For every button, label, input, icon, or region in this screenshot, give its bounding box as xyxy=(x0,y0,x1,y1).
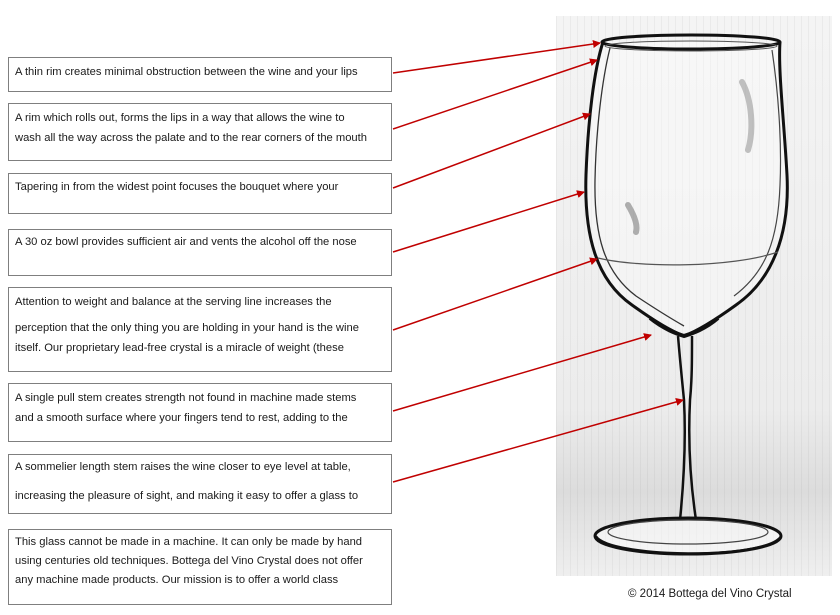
callout-text: itself. Our proprietary lead-free crystal is a miracle of weight (these xyxy=(15,342,344,354)
callout-pull-stem xyxy=(8,383,392,442)
callout-text: using centuries old techniques. Bottega del Vino Crystal does not offer xyxy=(15,555,363,567)
callout-text: This glass cannot be made in a machine. It can only be made by hand xyxy=(15,536,363,548)
callout-bowl xyxy=(8,229,392,276)
callout-rolled-rim xyxy=(8,103,392,161)
callout-balance xyxy=(8,287,392,372)
callout-tapering xyxy=(8,173,392,214)
callout-text: any machine made products. Our mission is to offer a world class xyxy=(15,574,339,586)
callout-text: Attention to weight and balance at the serving line increases the xyxy=(15,296,332,308)
callout-text: A thin rim creates minimal obstruction between the wine and your lips xyxy=(15,66,358,78)
callout-text: and a smooth surface where your fingers tend to rest, adding to the xyxy=(15,412,348,424)
callout-text: Tapering in from the widest point focuses the bouquet where your xyxy=(15,181,339,193)
callout-handmade xyxy=(8,529,392,605)
callout-text: perception that the only thing you are holding in your hand is the wine xyxy=(15,322,359,334)
callout-text: increasing the pleasure of sight, and making it easy to offer a glass to xyxy=(15,490,359,502)
callout-text: A rim which rolls out, forms the lips in a way that allows the wine to xyxy=(15,112,345,124)
callout-text: wash all the way across the palate and to the rear corners of the mouth xyxy=(15,132,367,144)
callout-text: A sommelier length stem raises the wine closer to eye level at table, xyxy=(15,461,351,473)
callout-thin-rim xyxy=(8,57,392,92)
callout-text: A single pull stem creates strength not found in machine made stems xyxy=(15,392,357,404)
copyright-notice: © 2014 Bottega del Vino Crystal xyxy=(628,588,792,600)
callout-text: A 30 oz bowl provides sufficient air and vents the alcohol off the nose xyxy=(15,236,357,248)
callout-sommelier-stem xyxy=(8,454,392,514)
